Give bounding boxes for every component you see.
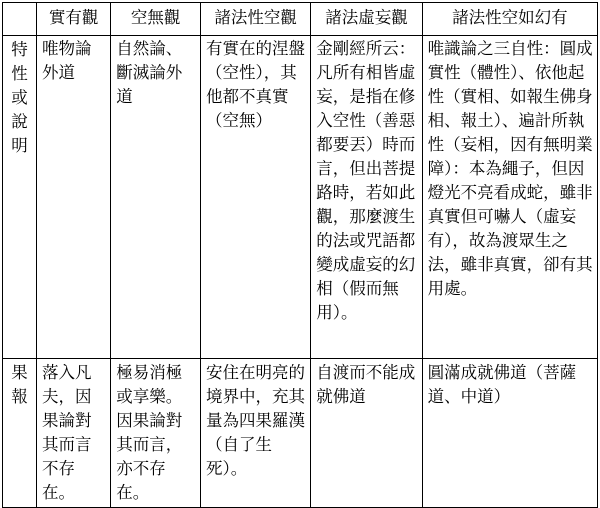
table-cell: 有實在的涅盤（空性），其他都不真實（空無） [200, 36, 310, 359]
table-cell: 安住在明亮的境界中，充其量為四果羅漢（自了生死）。 [200, 359, 310, 508]
row-label-text: 特性或說明 [11, 40, 28, 155]
header-cell-zhu-fa-xing-kong-guan: 諸法性空觀 [200, 3, 310, 36]
table-cell: 唯識論之三自性：圓成實性（體性）、依他起性（實相、如報生佛身相、報土）、遍計所執性（妄相，因有無明業障）：本為繩子，但因燈光不亮看成蛇，雖非真實但可嚇人（虛妄有），故為渡眾生之法，雖非真實，卻有其用處。 [422, 36, 597, 359]
header-cell-shi-you-guan: 實有觀 [37, 3, 111, 36]
table-cell: 圓滿成就佛道（菩薩道、中道） [422, 359, 597, 508]
table-cell: 極易消極或享樂。因果論對其而言，亦不存在。 [111, 359, 201, 508]
table-cell: 落入凡夫，因果論對其而言不存在。 [37, 359, 111, 508]
table-row [3, 359, 598, 508]
row-label-karmic-result [3, 359, 37, 508]
comparison-table [2, 2, 598, 508]
table-cell: 唯物論外道 [37, 36, 111, 359]
table-cell: 自然論、斷滅論外道 [111, 36, 201, 359]
row-label-characteristics [3, 36, 37, 359]
header-cell-kong-wu-guan: 空無觀 [111, 3, 201, 36]
header-cell-blank [3, 3, 37, 36]
table-row [3, 36, 598, 359]
table-header-row [3, 3, 598, 36]
table-cell: 自渡而不能成就佛道 [311, 359, 422, 508]
table-cell: 金剛經所云：凡所有相皆虛妄，是指在修入空性（善惡都要丟）時而言，但出菩提路時，若如此觀，那麼渡生的法或咒語都變成虛妄的幻相（假而無用）。 [311, 36, 422, 359]
row-label-text: 果報 [11, 363, 28, 406]
header-cell-zhu-fa-xing-kong-ru-huan-you: 諸法性空如幻有 [422, 3, 597, 36]
header-cell-zhu-fa-xu-wang-guan: 諸法虛妄觀 [311, 3, 422, 36]
